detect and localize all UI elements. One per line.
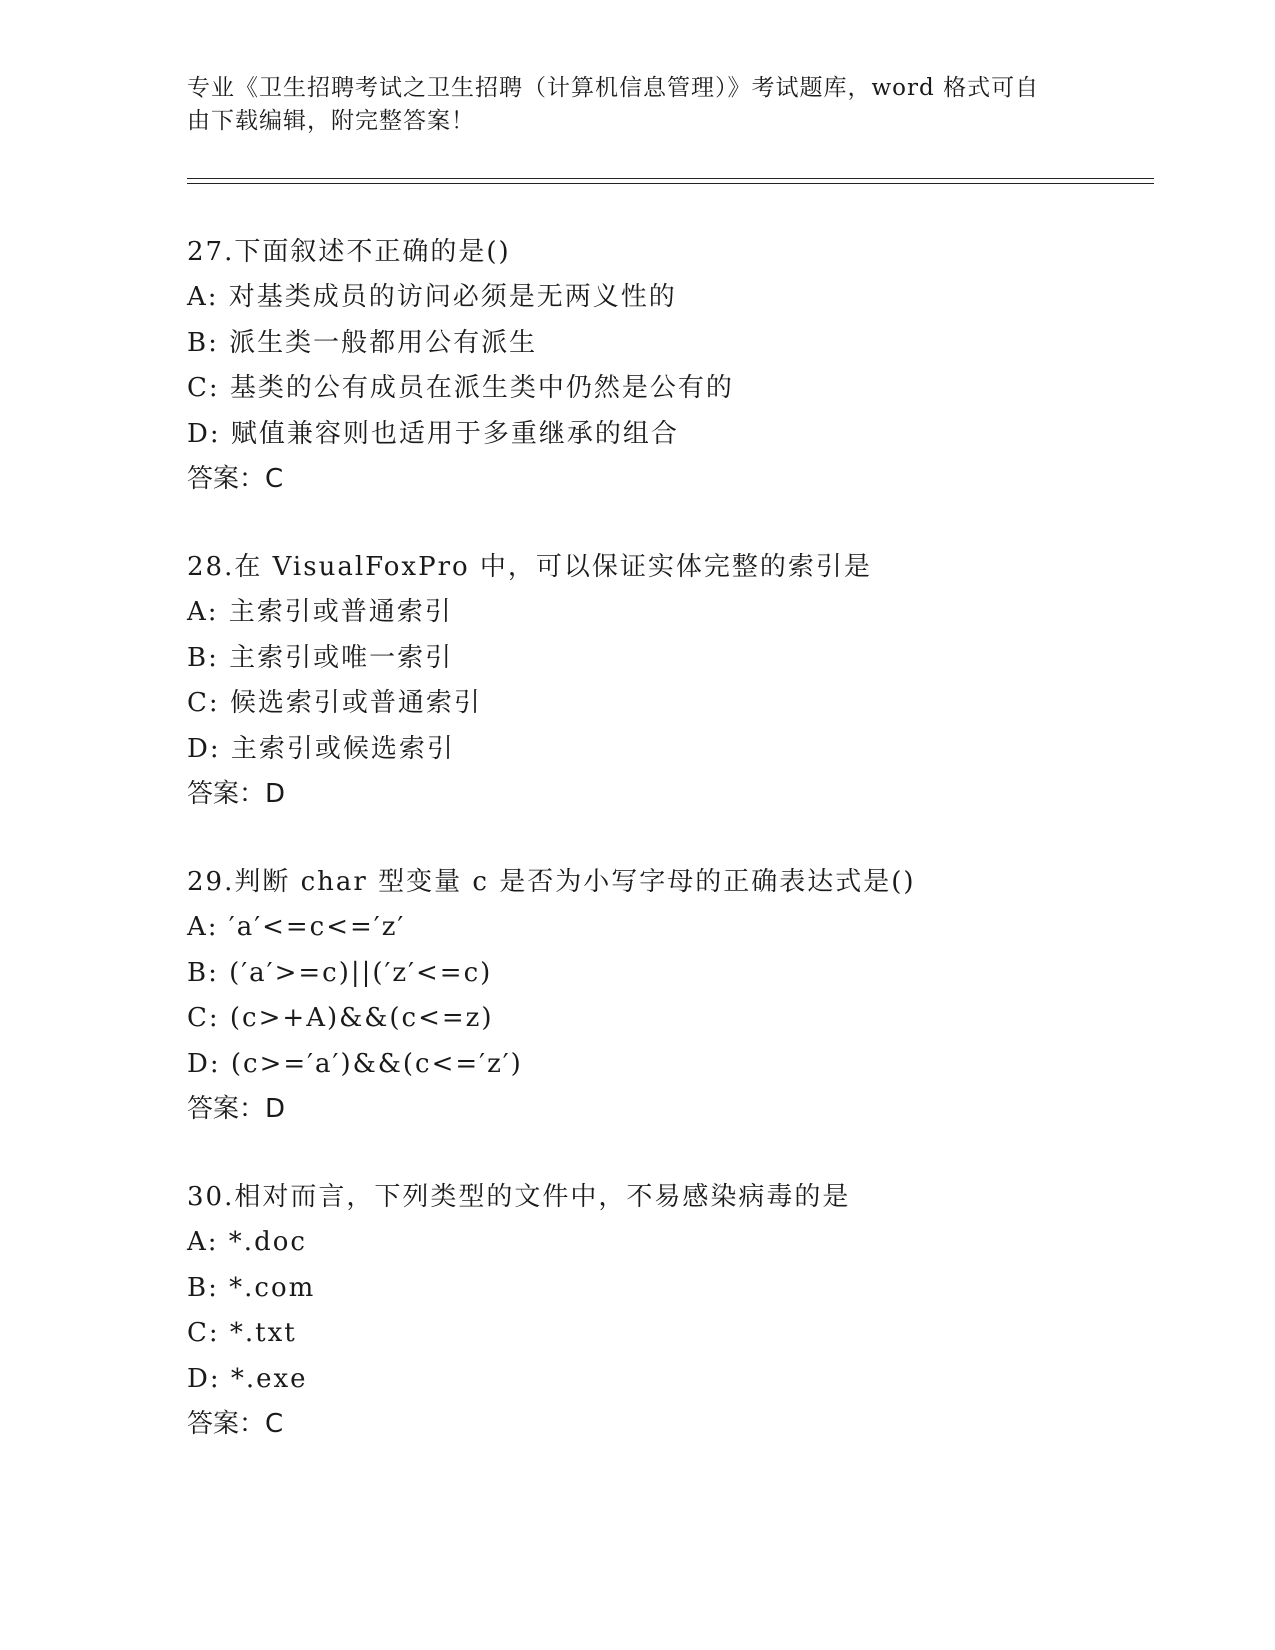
option-a: A: ′a′<=c<=′z′ xyxy=(187,912,406,942)
option-c: C: *.txt xyxy=(187,1318,297,1348)
question-stem: 27.下面叙述不正确的是() xyxy=(187,237,511,267)
option-b: B: *.com xyxy=(187,1272,316,1303)
header-divider-bottom xyxy=(187,183,1154,184)
option-d: D: *.exe xyxy=(187,1363,308,1394)
answer-line: 答案：D xyxy=(187,1094,286,1124)
option-d: D: 主索引或候选索引 xyxy=(187,733,455,764)
option-d: D: (c>=′a′)&&(c<=′z′) xyxy=(187,1048,523,1079)
document-header xyxy=(187,72,1067,138)
answer-line: 答案：D xyxy=(187,779,286,809)
answer-line: 答案：C xyxy=(187,464,284,494)
option-b: B: 主索引或唯一索引 xyxy=(187,642,454,673)
header-line-1: 专业《卫生招聘考试之卫生招聘（计算机信息管理）》考试题库，word 格式可自 xyxy=(187,75,1040,101)
option-b: B: (′a′>=c)||(′z′<=c) xyxy=(187,957,493,988)
option-d: D: 赋值兼容则也适用于多重继承的组合 xyxy=(187,418,679,449)
option-c: C: 候选索引或普通索引 xyxy=(187,688,482,718)
option-c: C: (c>+A)&&(c<=z) xyxy=(187,1003,494,1033)
question-block xyxy=(187,1174,1187,1446)
header-divider-top xyxy=(187,178,1154,179)
option-b: B: 派生类一般都用公有派生 xyxy=(187,327,538,358)
header-line-2: 由下载编辑，附完整答案！ xyxy=(187,108,475,134)
option-a: A: 主索引或普通索引 xyxy=(187,597,453,627)
question-stem: 28.在 VisualFoxPro 中，可以保证实体完整的索引是 xyxy=(187,552,872,582)
answer-line: 答案：C xyxy=(187,1409,284,1439)
question-stem: 30.相对而言，下列类型的文件中，不易感染病毒的是 xyxy=(187,1182,851,1212)
question-block xyxy=(187,544,1187,816)
question-block xyxy=(187,229,1187,501)
option-c: C: 基类的公有成员在派生类中仍然是公有的 xyxy=(187,373,734,403)
question-block xyxy=(187,859,1187,1131)
option-a: A: *.doc xyxy=(187,1227,307,1257)
option-a: A: 对基类成员的访问必须是无两义性的 xyxy=(187,282,677,312)
question-stem: 29.判断 char 型变量 c 是否为小写字母的正确表达式是() xyxy=(187,867,916,897)
